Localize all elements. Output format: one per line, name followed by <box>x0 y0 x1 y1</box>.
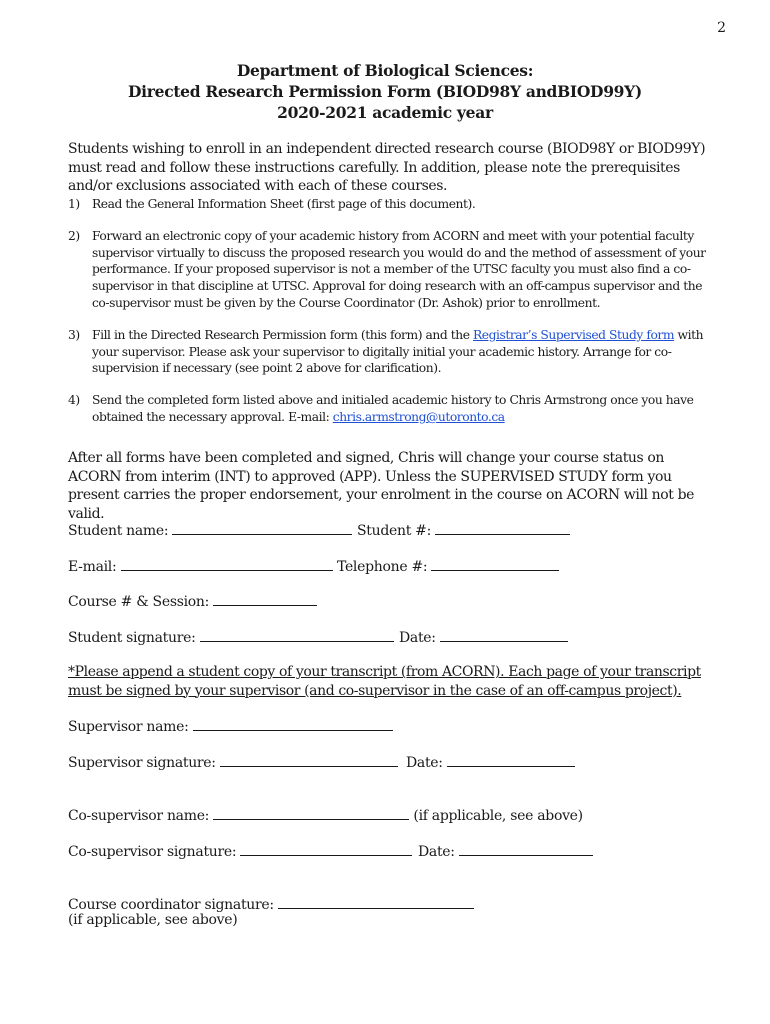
step-text: Forward an electronic copy of your academic history from ACORN and meet with your potential faculty supervisor virtually to discuss the proposed research you would do and the method of assessment of your performance. If your proposed supervisor is not a member of the UTSC faculty you must also find a co-supervisor in that discipline at UTSC. Approval for doing research with an off-campus supervisor and the co-supervisor must be given by the Course Coordinator (Dr. Ashok) prior to enrollment. <box>92 228 706 310</box>
cosupervisor-name-field <box>68 805 583 824</box>
date-label: Date: <box>418 844 455 860</box>
email-label: E-mail: <box>68 559 117 575</box>
cosupervisor-signature-field <box>68 841 412 860</box>
coordinator-signature-label: Course coordinator signature: <box>68 897 274 913</box>
intro-paragraph: Students wishing to enroll in an independent directed research course (BIOD98Y or BIOD99Y) must read and follow these instructions carefully. In addition, please note the prerequisites and/or exclusions associated with each of these courses. <box>68 141 706 194</box>
instruction-step <box>68 392 718 426</box>
student-name-field <box>68 520 352 539</box>
cosupervisor-signature-label: Co-supervisor signature: <box>68 844 237 860</box>
email-link[interactable]: chris.armstrong@utoronto.ca <box>332 409 505 424</box>
step-text: Fill in the Directed Research Permission form (this form) and the <box>92 327 473 342</box>
supervisor-date-blank[interactable] <box>447 752 575 767</box>
supervisor-name-label: Supervisor name: <box>68 719 189 735</box>
if-applicable-note: (if applicable, see above) <box>413 808 583 824</box>
registrar-form-link[interactable]: Registrar’s Supervised Study form <box>472 327 675 342</box>
instruction-step <box>68 228 718 312</box>
note-rest: by your supervisor (and co-supervisor in the case of an off-campus project). <box>170 682 682 699</box>
email-field <box>68 556 333 575</box>
step-text: with your supervisor. Please ask your supervisor to digitally initial your academic history. Arrange for co-supervision if necessary (see point 2 above for clarification). <box>92 327 704 376</box>
step-number: 1) <box>68 197 80 211</box>
course-session-field <box>68 591 317 610</box>
course-session-label: Course # & Session: <box>68 594 210 610</box>
cosupervisor-signature-blank[interactable] <box>240 841 412 856</box>
supervisor-signature-field <box>68 752 398 771</box>
page-number: 2 <box>717 20 726 36</box>
title-line-3: 2020-2021 academic year <box>277 103 493 122</box>
instruction-step <box>68 196 718 213</box>
telephone-label: Telephone #: <box>337 559 428 575</box>
student-number-label: Student #: <box>357 523 432 539</box>
coordinator-signature-field <box>68 894 474 913</box>
student-date-blank[interactable] <box>440 627 568 642</box>
student-name-label: Student name: <box>68 523 169 539</box>
note-underlined: *Please append a student copy of your transcript (from ACORN). Each page of your transcript must be signed <box>68 664 701 699</box>
date-label: Date: <box>406 755 443 771</box>
telephone-blank[interactable] <box>431 556 559 571</box>
transcript-note <box>68 663 708 700</box>
step-text: Read the General Information Sheet (first page of this document). <box>92 197 476 211</box>
date-label: Date: <box>399 630 436 646</box>
cosupervisor-date-blank[interactable] <box>459 841 593 856</box>
supervisor-signature-blank[interactable] <box>220 752 398 767</box>
coordinator-signature-blank[interactable] <box>278 894 474 909</box>
step-number: 4) <box>68 393 80 408</box>
instruction-step <box>68 327 718 377</box>
cosupervisor-name-blank[interactable] <box>213 805 409 820</box>
student-signature-label: Student signature: <box>68 630 196 646</box>
student-signature-blank[interactable] <box>200 627 394 642</box>
step-number: 3) <box>68 327 80 342</box>
student-signature-field <box>68 627 394 646</box>
student-number-blank[interactable] <box>435 520 570 535</box>
student-number-field <box>357 520 570 539</box>
form-title <box>0 60 770 123</box>
supervisor-date-field <box>406 752 575 771</box>
supervisor-name-field <box>68 716 393 735</box>
title-line-1: Department of Biological Sciences: <box>236 61 534 80</box>
student-name-blank[interactable] <box>172 520 352 535</box>
email-blank[interactable] <box>121 556 333 571</box>
after-paragraph: After all forms have been completed and signed, Chris will change your course status on ACORN from interim (INT) to approved (APP). Unless the SUPERVISED STUDY form you present carries the proper endorsement, your enrolment in the course on ACORN will not be valid. <box>68 450 695 522</box>
course-session-blank[interactable] <box>213 591 317 606</box>
title-line-2: Directed Research Permission Form (BIOD98Y andBIOD99Y) <box>128 82 642 101</box>
step-number: 2) <box>68 228 80 243</box>
instructions-list <box>68 196 718 441</box>
telephone-field <box>337 556 559 575</box>
cosupervisor-date-field <box>418 841 593 860</box>
cosupervisor-name-label: Co-supervisor name: <box>68 808 210 824</box>
supervisor-name-blank[interactable] <box>193 716 393 731</box>
step-text: Send the completed form listed above and initialed academic history to Chris Armstrong once you have obtained the necessary approval. E-mail: <box>92 393 694 424</box>
supervisor-signature-label: Supervisor signature: <box>68 755 216 771</box>
coordinator-if-applicable: (if applicable, see above) <box>68 912 238 928</box>
student-date-field <box>399 627 568 646</box>
